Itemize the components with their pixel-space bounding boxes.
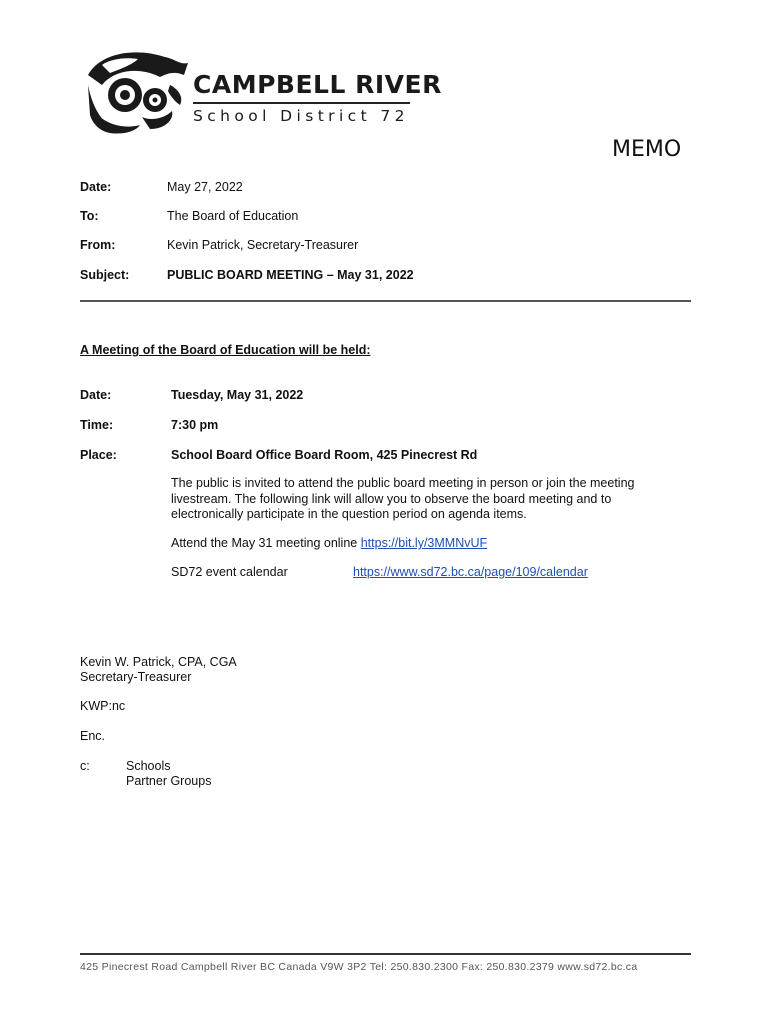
attend-line (171, 536, 487, 550)
to-label: To: (80, 209, 99, 223)
meeting-time-value: 7:30 pm (171, 418, 219, 432)
meeting-heading: A Meeting of the Board of Education will be held: (80, 343, 371, 357)
memo-title: MEMO (612, 137, 682, 162)
date-label: Date: (80, 180, 112, 194)
date-value: May 27, 2022 (167, 180, 243, 194)
signer-title: Secretary-Treasurer (80, 670, 192, 684)
initials: KWP:nc (80, 699, 126, 713)
enclosure: Enc. (80, 729, 106, 743)
meeting-place-value: School Board Office Board Room, 425 Pinecrest Rd (171, 448, 478, 462)
footer-divider (80, 953, 691, 955)
cc-partner-groups: Partner Groups (126, 774, 212, 788)
org-subtitle: School District 72 (193, 107, 409, 125)
to-value: The Board of Education (167, 209, 299, 223)
stylized-salmon-logo-icon (80, 45, 195, 140)
from-label: From: (80, 238, 116, 252)
footer-address: 425 Pinecrest Road Campbell River BC Canada V9W 3P2 Tel: 250.830.2300 Fax: 250.830.2379 www.sd72.bc.ca (80, 961, 638, 973)
calendar-link[interactable]: https://www.sd72.bc.ca/page/109/calendar (353, 565, 588, 579)
signer-name: Kevin W. Patrick, CPA, CGA (80, 655, 237, 669)
meeting-time-label: Time: (80, 418, 114, 432)
cc-schools: Schools (126, 759, 171, 773)
from-value: Kevin Patrick, Secretary-Treasurer (167, 238, 359, 252)
meeting-description: The public is invited to attend the public board meeting in person or join the meeting livestream. The following link will allow you to observe the board meeting and to electronically participate in the question period on agenda items. (171, 476, 635, 521)
org-name: CAMPBELL RIVER (193, 70, 442, 99)
header-divider (80, 300, 691, 302)
attend-text: Attend the May 31 meeting online (171, 536, 361, 550)
livestream-link[interactable]: https://bit.ly/3MMNvUF (360, 536, 488, 550)
subject-value: PUBLIC BOARD MEETING – May 31, 2022 (167, 268, 414, 282)
org-divider (193, 102, 410, 104)
subject-label: Subject: (80, 268, 130, 282)
meeting-date-value: Tuesday, May 31, 2022 (171, 388, 304, 402)
cc-label: c: (80, 759, 90, 773)
calendar-label: SD72 event calendar (171, 565, 288, 579)
meeting-place-label: Place: (80, 448, 117, 462)
meeting-date-label: Date: (80, 388, 112, 402)
